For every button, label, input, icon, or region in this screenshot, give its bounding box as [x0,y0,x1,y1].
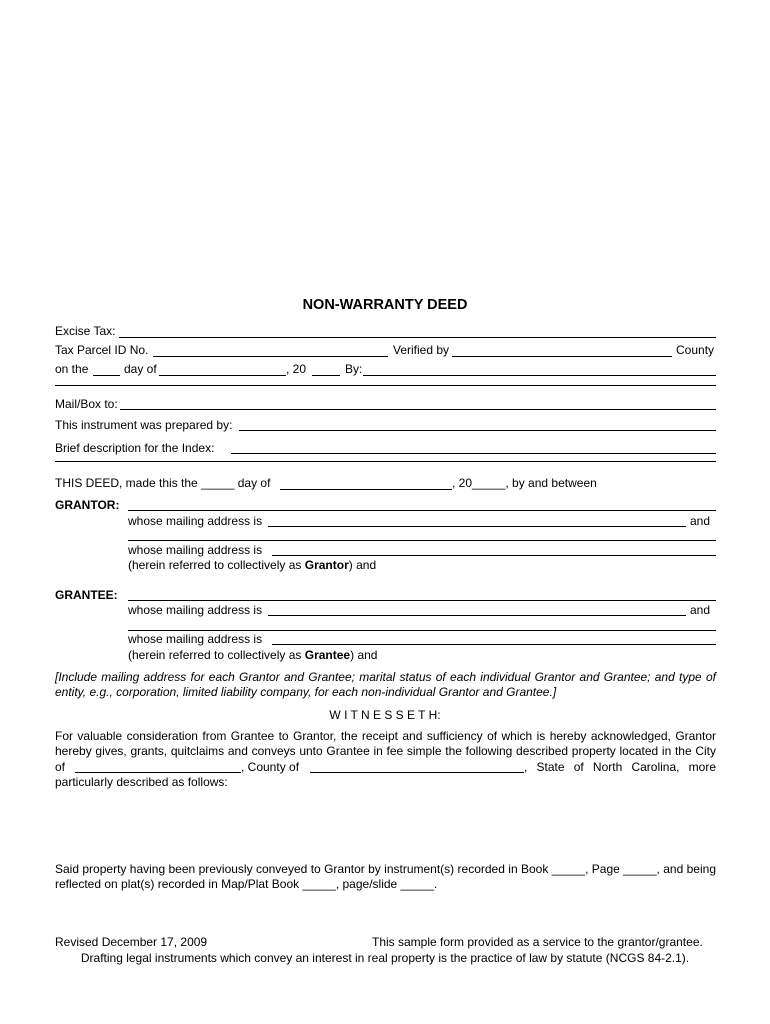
year-field[interactable] [312,375,340,376]
grantor-name-field[interactable] [128,510,716,511]
consideration-line4: particularly described as follows: [55,775,228,789]
county-field[interactable] [310,772,524,773]
previously-line2: reflected on plat(s) recorded in Map/Plat Book _____, page/slide _____. [55,877,438,891]
page-title: NON-WARRANTY DEED [302,297,468,313]
city-field[interactable] [75,772,241,773]
revised-date: Revised December 17, 2009 [55,935,208,949]
verified-by-field[interactable] [452,356,672,357]
sample-form-note: This sample form provided as a service to the grantor/grantee. [372,935,703,949]
this-deed-text: THIS DEED, made this the _____ day of [55,476,271,490]
grantor-referred [128,558,376,572]
grantor-referred-prefix: (herein referred to collectively as [128,558,305,572]
grantor-address1-label: whose mailing address is [128,514,263,528]
grantee-label: GRANTEE: [55,588,118,602]
grantor-address2-label: whose mailing address is [128,543,263,557]
grantor-referred-suffix: ) and [348,558,377,572]
grantee-referred-name: Grantee [304,648,351,662]
grantee-referred [128,648,377,662]
drafting-disclaimer: Drafting legal instruments which convey an interest in real property is the practice of law by statute (NCGS 84-2.1). [80,951,690,965]
by-field[interactable] [363,375,716,376]
mail-box-label: Mail/Box to: [55,397,118,411]
brief-description-label: Brief description for the Index: [55,441,215,455]
grantee-name-field[interactable] [128,600,716,601]
day-field[interactable] [93,375,120,376]
grantee-referred-prefix: (herein referred to collectively as [128,648,305,662]
grantor-name2-field[interactable] [128,540,716,541]
prepared-by-field[interactable] [239,430,716,431]
grantee-address2-field[interactable] [272,644,716,645]
grantee-name2-field[interactable] [128,630,716,631]
grantor-referred-name: Grantor [304,558,349,572]
instruction-note-line2: entity, e.g., corporation, limited liability company, for each non-individual Grantor and Grantee.] [55,685,557,699]
divider [55,461,716,462]
grantor-address2-field[interactable] [272,555,716,556]
grantor-label: GRANTOR: [55,498,120,512]
day-of-label: day of [124,362,157,376]
verified-by-label: Verified by [393,343,450,357]
divider [55,385,716,386]
grantee-referred-suffix: ) and [350,648,378,662]
grantee-address1-label: whose mailing address is [128,603,263,617]
consideration-line2: hereby gives, grants, quitclaims and conveys unto Grantee in fee simple the following described property located in the City [55,744,716,758]
previously-line1: Said property having been previously conveyed to Grantor by instrument(s) recorded in Book _____, Page _____, and being [55,862,716,876]
grantee-and: and [690,603,711,617]
consideration-of: of [55,760,66,774]
mail-box-field[interactable] [120,409,716,410]
county-label: County [676,343,715,357]
tax-parcel-field[interactable] [153,356,388,357]
excise-tax-label: Excise Tax: [55,324,116,338]
witnesseth-heading: W I T N E S S E T H: [329,708,441,722]
consideration-line1: For valuable consideration from Grantee to Grantor, the receipt and sufficiency of which is hereby acknowledged, Grantor [55,729,716,743]
year-label: , 20 [286,362,307,376]
month-field[interactable] [159,375,286,376]
on-the-label: on the [55,362,89,376]
instruction-note-line1: [Include mailing address for each Grantor and Grantee; marital status of each individual Grantor and Grantee; and type of [55,670,716,684]
tax-parcel-label: Tax Parcel ID No. [55,343,149,357]
deed-year-text: , 20_____, by and between [452,476,597,490]
consideration-county-of: , County of [241,760,300,774]
excise-tax-field[interactable] [119,337,716,338]
grantor-address1-field[interactable] [268,526,686,527]
grantee-address1-field[interactable] [268,615,686,616]
brief-description-field[interactable] [231,453,716,454]
prepared-by-label: This instrument was prepared by: [55,418,233,432]
grantee-address2-label: whose mailing address is [128,632,263,646]
deed-month-field[interactable] [280,489,452,490]
consideration-state: , State of North Carolina, more [524,760,716,774]
by-label: By: [345,362,363,376]
grantor-and: and [690,514,711,528]
